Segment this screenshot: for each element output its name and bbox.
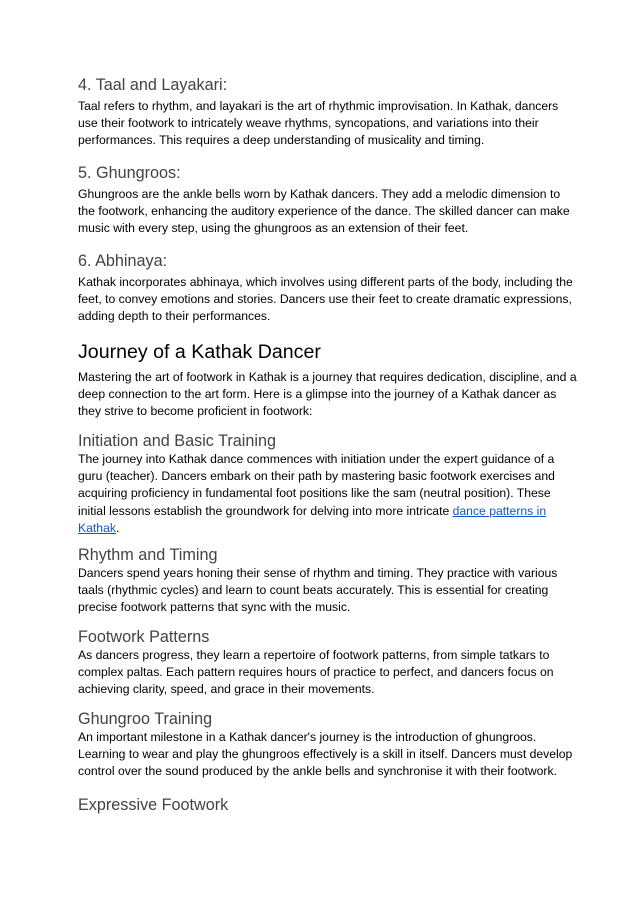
dance-patterns-link[interactable]: dance patterns in <box>452 503 547 518</box>
text-line: The journey into Kathak dance commences with initiation under the expert guidance of a <box>78 452 555 466</box>
text-line: they strive to become proficient in footwork: <box>78 404 313 419</box>
section-heading-ghungroos: 5. Ghungroos: <box>78 164 181 182</box>
dance-patterns-link-continued[interactable]: Kathak <box>78 520 116 535</box>
section-body-abhinaya <box>78 274 573 326</box>
journey-intro <box>78 369 577 421</box>
initiation-body <box>78 451 568 537</box>
text-line: performances. This requires a deep understanding of musicality and timing. <box>78 133 485 148</box>
rhythm-body <box>78 565 568 617</box>
text-line <box>78 503 568 520</box>
text-line: the footwork, enhancing the auditory experience of the dance. The skilled dancer can make <box>78 204 570 219</box>
text-line: Ghungroos are the ankle bells worn by Kathak dancers. They add a melodic dimension to <box>78 187 561 201</box>
text-fragment: . <box>115 520 120 535</box>
text-line: achieving clarity, speed, and grace in their movements. <box>78 682 375 697</box>
text-line: Mastering the art of footwork in Kathak is a journey that requires dedication, discipline, and a <box>78 370 577 384</box>
text-line <box>78 520 568 537</box>
text-line: As dancers progress, they learn a repertoire of footwork patterns, from simple tatkars to <box>78 648 550 662</box>
subheading-ghungroo-training: Ghungroo Training <box>78 710 213 728</box>
text-line: deep connection to the art form. Here is a glimpse into the journey of a Kathak dancer as <box>78 387 557 402</box>
text-line: Kathak incorporates abhinaya, which involves using different parts of the body, including the <box>78 275 573 289</box>
ghungroo-training-body <box>78 729 573 781</box>
text-line: precise footwork patterns that sync with the music. <box>78 600 351 615</box>
subheading-footwork: Footwork Patterns <box>78 628 210 646</box>
text-line: Taal refers to rhythm, and layakari is the art of rhythmic improvisation. In Kathak, dancers <box>78 99 559 113</box>
text-line: adding depth to their performances. <box>78 309 271 324</box>
text-line: Learning to wear and play the ghungroos effectively is a skill in itself. Dancers must develop <box>78 747 573 762</box>
text-line: control over the sound produced by the ankle bells and synchronise it with their footwork. <box>78 764 557 779</box>
subheading-rhythm: Rhythm and Timing <box>78 546 218 564</box>
section-body-ghungroos <box>78 186 568 238</box>
text-line: complex paltas. Each pattern requires hours of practice to perfect, and dancers focus on <box>78 665 554 680</box>
text-line: acquiring proficiency in fundamental foot positions like the sam (neutral position). These <box>78 486 551 501</box>
section-body-taal <box>78 98 568 150</box>
text-line: use their footwork to intricately weave rhythms, syncopations, and variations into their <box>78 116 539 131</box>
text-fragment: initial lessons establish the groundwork for delving into more intricate <box>78 503 453 518</box>
text-line: guru (teacher). Dancers embark on their path by mastering basic footwork exercises and <box>78 469 555 484</box>
text-line: music with every step, using the ghungroos as an extension of their feet. <box>78 221 469 236</box>
text-line: An important milestone in a Kathak dancer's journey is the introduction of ghungroos. <box>78 730 537 744</box>
text-line: taals (rhythmic cycles) and learn to count beats accurately. This is essential for creating <box>78 583 549 598</box>
text-line: Dancers spend years honing their sense of rhythm and timing. They practice with various <box>78 566 558 580</box>
subheading-expressive-footwork: Expressive Footwork <box>78 796 229 814</box>
footwork-body <box>78 647 568 699</box>
subheading-initiation: Initiation and Basic Training <box>78 432 276 450</box>
section-heading-taal: 4. Taal and Layakari: <box>78 76 228 94</box>
section-heading-abhinaya: 6. Abhinaya: <box>78 252 168 270</box>
page-title-journey: Journey of a Kathak Dancer <box>78 341 321 363</box>
text-line: feet, to convey emotions and stories. Dancers use their feet to create dramatic expressions, <box>78 292 572 307</box>
